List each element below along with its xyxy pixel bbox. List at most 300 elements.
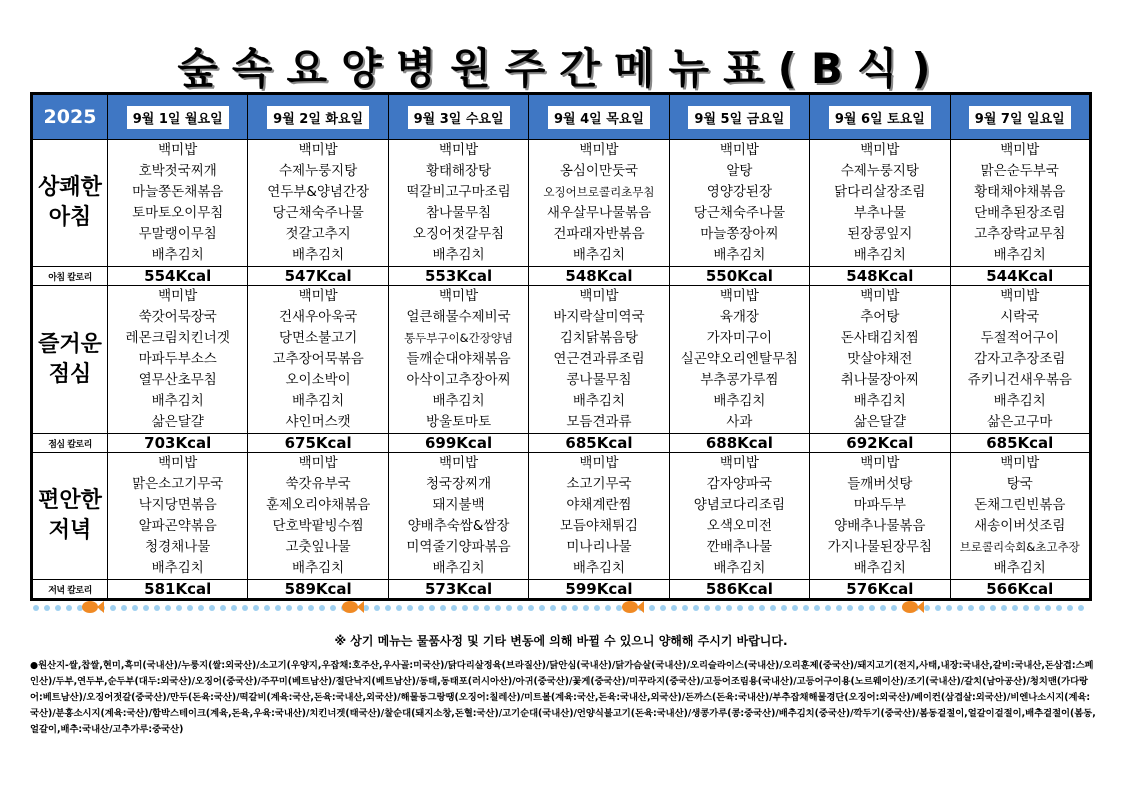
dish-item: 오색오미전: [706, 518, 772, 534]
bubble-icon: [132, 605, 138, 611]
dish-item: 배추김치: [151, 393, 204, 409]
day-meal-cell: [810, 140, 950, 267]
bubble-icon: [770, 605, 776, 611]
dish-item: 모듬야채튀김: [559, 518, 639, 534]
dish-item: 배추김치: [292, 393, 345, 409]
bubble-icon: [858, 605, 864, 611]
dish-item: 육개장: [719, 309, 759, 325]
dish-item: 배추김치: [572, 560, 626, 576]
dish-item: 고춧잎나물: [285, 539, 351, 555]
bubble-icon: [209, 605, 215, 611]
calorie-row: [32, 580, 1091, 600]
calorie-value: 688Kcal: [669, 434, 809, 453]
dish-item: 백미밥: [298, 455, 338, 471]
dish-item: 돼지불백: [432, 497, 485, 513]
dish-item: 배추김치: [853, 247, 906, 263]
dish-item: 청경채나물: [145, 539, 211, 555]
dish-item: 취나물장아찌: [840, 372, 919, 388]
dish-item: 백미밥: [579, 455, 619, 471]
calorie-value: 692Kcal: [810, 434, 950, 453]
bubble-icon: [869, 605, 875, 611]
bubble-icon: [275, 605, 281, 611]
bubble-icon: [682, 605, 688, 611]
dish-item: 배추김치: [713, 560, 766, 576]
dish-item: 연근견과류조림: [553, 351, 645, 367]
day-meal-cell: [810, 453, 950, 580]
dish-item: 백미밥: [579, 288, 619, 304]
bubble-icon: [836, 605, 842, 611]
dish-item: 백미밥: [438, 288, 479, 304]
dish-item: 젓갈고추지: [285, 226, 351, 242]
bubble-icon: [737, 605, 743, 611]
bubble-icon: [1067, 605, 1073, 611]
bubble-icon: [374, 605, 380, 611]
day-header: [108, 94, 248, 140]
fish-icon: [902, 601, 924, 613]
dish-item: 마늘쫑장아찌: [700, 226, 779, 242]
header-row: [32, 94, 1091, 140]
dish-item: 배추김치: [853, 393, 906, 409]
day-meal-cell: [248, 453, 388, 580]
calorie-value: 589Kcal: [248, 580, 388, 600]
bubble-icon: [242, 605, 248, 611]
dish-item: 황태채야채볶음: [974, 184, 1066, 200]
day-meal-cell: [388, 286, 528, 434]
calorie-value: 566Kcal: [950, 580, 1090, 600]
dish-item: 백미밥: [298, 142, 338, 158]
bubble-icon: [968, 605, 974, 611]
bubble-icon: [429, 605, 435, 611]
day-header-label: 9월 7일 일요일: [969, 106, 1071, 129]
day-meal-cell: [529, 453, 669, 580]
dish-item: 백미밥: [719, 455, 759, 471]
dish-item: 배추김치: [993, 560, 1046, 576]
dish-item: 마늘쫑돈채볶음: [132, 184, 224, 200]
dish-item: 오징어브로콜리초무침: [543, 185, 655, 199]
calorie-value: 548Kcal: [529, 267, 669, 286]
dish-item: 열무산초무침: [138, 372, 217, 388]
dish-item: 새송이버섯조림: [974, 518, 1066, 534]
dish-item: 쥬키니건새우볶음: [967, 372, 1072, 388]
dish-item: 맛살야채전: [847, 351, 913, 367]
calorie-value: 553Kcal: [388, 267, 528, 286]
bubble-icon: [1034, 605, 1040, 611]
dish-item: 가지나물된장무침: [827, 539, 932, 555]
day-header: [810, 94, 950, 140]
bubble-icon: [1078, 605, 1084, 611]
dish-item: 백미밥: [438, 455, 479, 471]
dish-item: 배추김치: [292, 247, 345, 263]
bubble-icon: [605, 605, 611, 611]
dish-item: 백미밥: [158, 288, 198, 304]
bubble-icon: [77, 605, 83, 611]
bubble-icon: [924, 605, 930, 611]
bubble-icon: [550, 605, 556, 611]
bubble-icon: [517, 605, 523, 611]
dish-item: 배추김치: [853, 560, 906, 576]
day-meal-cell: [248, 140, 388, 267]
dish-item: 통두부구이&간장양념: [404, 331, 514, 345]
bubble-icon: [66, 605, 72, 611]
meal-label: 즐거운 점심: [32, 286, 108, 434]
bubble-icon: [253, 605, 259, 611]
bubble-icon: [1023, 605, 1029, 611]
bubble-icon: [572, 605, 578, 611]
day-header: [388, 94, 528, 140]
dish-item: 영양강된장: [706, 184, 772, 200]
calorie-label: 점심 칼로리: [32, 434, 108, 453]
bubble-icon: [198, 605, 204, 611]
meal-row: [32, 140, 1091, 267]
dish-item: 호박젓국찌개: [138, 163, 217, 179]
calorie-value: 547Kcal: [248, 267, 388, 286]
calorie-row: [32, 267, 1091, 286]
dish-item: 백미밥: [719, 288, 759, 304]
change-notice: ※ 상기 메뉴는 물품사정 및 기타 변동에 의해 바뀔 수 있으니 양해해 주시기 바랍니다.: [334, 634, 788, 648]
day-meal-cell: [669, 453, 809, 580]
calorie-value: 685Kcal: [950, 434, 1090, 453]
bubble-icon: [979, 605, 985, 611]
calorie-value: 685Kcal: [529, 434, 669, 453]
bubble-icon: [671, 605, 677, 611]
day-meal-cell: [108, 286, 248, 434]
bubble-icon: [891, 605, 897, 611]
bubble-icon: [594, 605, 600, 611]
calorie-value: 554Kcal: [108, 267, 248, 286]
dish-item: 브로콜리숙회&초고추장: [959, 540, 1080, 554]
dish-item: 배추김치: [432, 393, 485, 409]
dish-item: 모듬견과류: [566, 414, 632, 430]
bubble-icon: [957, 605, 963, 611]
dish-item: 김치닭볶음탕: [559, 330, 639, 346]
dish-item: 수제누룽지탕: [840, 163, 919, 179]
bubble-icon: [154, 605, 160, 611]
bubble-icon: [451, 605, 457, 611]
day-header: [529, 94, 669, 140]
dish-item: 깐배추나물: [706, 539, 772, 555]
dish-item: 얼큰해물수제비국: [406, 309, 511, 325]
dish-item: 사과: [726, 414, 753, 430]
dish-item: 돈사태김치찜: [840, 330, 919, 346]
dish-item: 배추김치: [151, 247, 204, 263]
day-meal-cell: [950, 140, 1090, 267]
meal-row: [32, 286, 1091, 434]
bubble-icon: [649, 605, 655, 611]
dish-item: 배추김치: [432, 247, 485, 263]
calorie-value: 675Kcal: [248, 434, 388, 453]
meal-rows: [32, 140, 1091, 600]
dish-item: 야채계란찜: [566, 497, 632, 513]
dish-item: 고추장락교무침: [974, 226, 1066, 242]
day-meal-cell: [950, 453, 1090, 580]
dish-item: 배추김치: [993, 393, 1046, 409]
bubble-icon: [814, 605, 820, 611]
day-header: [248, 94, 388, 140]
calorie-value: 699Kcal: [388, 434, 528, 453]
bubble-icon: [143, 605, 149, 611]
dish-item: 가자미구이: [706, 330, 772, 346]
dish-item: 닭다리살장조림: [834, 184, 926, 200]
day-meal-cell: [108, 453, 248, 580]
bubble-icon: [286, 605, 292, 611]
page-title: 숲속요양병원주간메뉴표(B식): [177, 44, 945, 93]
day-meal-cell: [669, 140, 809, 267]
day-meal-cell: [529, 286, 669, 434]
fish-icon: [342, 601, 364, 613]
bubble-icon: [330, 605, 336, 611]
bubble-icon: [759, 605, 765, 611]
day-header-label: 9월 1일 월요일: [127, 106, 229, 129]
calorie-value: 586Kcal: [669, 580, 809, 600]
dish-item: 맑은소고기무국: [132, 476, 224, 492]
dish-item: 아삭이고추장아찌: [406, 372, 511, 388]
dish-item: 배추김치: [993, 247, 1046, 263]
bubble-icon: [935, 605, 941, 611]
dish-item: 탕국: [1006, 476, 1033, 492]
day-meal-cell: [388, 140, 528, 267]
bubble-icon: [440, 605, 446, 611]
bubble-icon: [187, 605, 193, 611]
day-meal-cell: [248, 286, 388, 434]
bubble-icon: [726, 605, 732, 611]
bubble-icon: [704, 605, 710, 611]
dish-item: 백미밥: [860, 288, 900, 304]
day-header-label: 9월 2일 화요일: [267, 106, 369, 129]
dish-item: 양념코다리조림: [693, 497, 786, 513]
bubble-icon: [946, 605, 952, 611]
dish-item: 쑥갓어묵장국: [138, 309, 217, 325]
bubble-icon: [528, 605, 534, 611]
bubble-icon: [781, 605, 787, 611]
bubble-icon: [407, 605, 413, 611]
dish-item: 삶은달걀: [151, 414, 204, 430]
bubble-icon: [176, 605, 182, 611]
dish-item: 낙지당면볶음: [138, 497, 217, 513]
dish-item: 알탕: [726, 163, 753, 179]
bubble-icon: [473, 605, 479, 611]
dish-item: 백미밥: [1000, 142, 1040, 158]
meal-label: 편안한 저녁: [32, 453, 108, 580]
bubble-icon: [297, 605, 303, 611]
day-meal-cell: [108, 140, 248, 267]
bubble-icon: [583, 605, 589, 611]
dish-item: 새우살무나물볶음: [546, 205, 652, 221]
dish-item: 미역줄기양파볶음: [406, 539, 511, 555]
dish-item: 쑥갓유부국: [285, 476, 351, 492]
bubble-icon: [418, 605, 424, 611]
calorie-value: 599Kcal: [529, 580, 669, 600]
bubble-icon: [33, 605, 39, 611]
origin-info: ●원산지-쌀,찹쌀,현미,흑미(국내산)/누룽지(쌀:외국산)/소고기(우양지,우잡채:호주산,우사골:미국산)/닭다리살정육(브라질산)/닭안심(국내산)/닭가슴살(국내산)/오리슬라이스(국내산)/오리훈제(중국산)/돼지고기(전지,사태,내장:국내산,갈비:국내산,돈삼겹:스페인산)/두부,연두부,순두부(대두:외국산)/오징어(중국산)/주꾸미(베트남산)/절단낙지(베트남산)/동태,동태포(러시아산)/아귀(중국산)/꽃게(중국산)/미꾸라지(중국산)/고등어조림용(국내산)/고등어구이용(노르웨이산)/조기(국내산)/갈치(남아공산)/청치맨(가다랑어:베트남산)/오징어젓갈(중국산)/만두(돈육:국산)/떡갈비(계육:국산,돈육:국내산,외국산)/해물동그랑땡(오징어:칠레산)/미트볼(계육:국산,돈육:국내산,외국산)/돈까스(돈육:국내산)/부추잡채해물경단(오징어:외국산)/베이컨(삼겹살:외국산)/비엔나소시지(계육:국산)/분홍소시지(계육:국산)/함박스테이크(계육,돈육,우육:국내산)/치킨너겟(태국산)/찰순대(돼지소창,돈혈:국산)/고기순대(국내산)/언양식불고기(돈육:국내산)/생콩가루(콩:중국산)/배추김치(중국산)/깍두기(중국산)/봄동겉절이,얼갈이겉절이,배추겉절이(봄동,얼갈이,배추:국내산/고추가루:중국산): [30, 660, 1096, 735]
dish-item: 옹심이만둣국: [559, 163, 639, 179]
dish-item: 추어탕: [860, 309, 900, 325]
dish-item: 배추김치: [572, 247, 626, 263]
bubble-icon: [792, 605, 798, 611]
dish-item: 배추김치: [432, 560, 485, 576]
day-header-label: 9월 5일 금요일: [688, 106, 790, 129]
dish-item: 배추김치: [713, 247, 766, 263]
dish-item: 당근채숙주나물: [693, 205, 786, 221]
dish-item: 훈제오리야채볶음: [265, 497, 371, 513]
weekly-menu-table: [30, 92, 1092, 601]
bubble-icon: [1056, 605, 1062, 611]
dish-item: 부추나물: [853, 205, 906, 221]
day-meal-cell: [950, 286, 1090, 434]
dish-item: 토마토오이무침: [132, 205, 224, 221]
year-cell: 2025: [32, 94, 108, 140]
dish-item: 들깨순대야채볶음: [406, 351, 511, 367]
calorie-value: 573Kcal: [388, 580, 528, 600]
dish-item: 오이소박이: [285, 372, 351, 388]
calorie-value: 576Kcal: [810, 580, 950, 600]
bubble-icon: [506, 605, 512, 611]
bubble-icon: [110, 605, 116, 611]
dish-item: 배추김치: [292, 560, 345, 576]
bubble-icon: [396, 605, 402, 611]
dish-item: 무말랭이무침: [138, 226, 217, 242]
bubble-icon: [495, 605, 501, 611]
bubble-icon: [561, 605, 567, 611]
calorie-value: 550Kcal: [669, 267, 809, 286]
meal-row: [32, 453, 1091, 580]
dish-item: 소고기무국: [566, 476, 632, 492]
bubble-icon: [55, 605, 61, 611]
bubble-icon: [484, 605, 490, 611]
bubble-icon: [880, 605, 886, 611]
bubble-icon: [1001, 605, 1007, 611]
dish-item: 백미밥: [579, 142, 619, 158]
dish-item: 미나리나물: [566, 539, 632, 555]
dish-item: 삶은고구마: [987, 414, 1053, 430]
dish-item: 단배추된장조림: [974, 205, 1066, 221]
dish-item: 배추김치: [151, 560, 204, 576]
bubble-icon: [715, 605, 721, 611]
dish-item: 방울토마토: [425, 414, 492, 430]
dish-item: 된장콩잎지: [847, 226, 913, 242]
dish-item: 백미밥: [1000, 288, 1040, 304]
dish-item: 단호박팥빙수찜: [272, 518, 364, 534]
bubble-icon: [1012, 605, 1018, 611]
bubble-icon: [308, 605, 314, 611]
day-header-label: 9월 6일 토요일: [829, 106, 931, 129]
dish-item: 부추콩가루찜: [700, 372, 779, 388]
day-header-label: 9월 4일 목요일: [548, 106, 650, 129]
dish-item: 알파곤약볶음: [138, 518, 217, 534]
fish-icon: [82, 601, 104, 613]
bubble-icon: [165, 605, 171, 611]
bubble-icon: [44, 605, 50, 611]
day-header: [950, 94, 1090, 140]
dish-item: 맑은순두부국: [980, 163, 1059, 179]
dish-item: 배추김치: [713, 393, 766, 409]
dish-item: 바지락살미역국: [553, 309, 645, 325]
dish-item: 당근채숙주나물: [272, 205, 364, 221]
dish-item: 참나물무침: [425, 205, 492, 221]
dish-item: 건새우아욱국: [279, 309, 358, 325]
day-meal-cell: [810, 286, 950, 434]
calorie-row: [32, 434, 1091, 453]
bubble-icon: [121, 605, 127, 611]
dish-item: 백미밥: [158, 142, 198, 158]
dish-item: 삶은달걀: [853, 414, 906, 430]
dish-item: 오징어젓갈무침: [412, 226, 505, 242]
dish-item: 백미밥: [860, 455, 900, 471]
bubble-icon: [1045, 605, 1051, 611]
dish-item: 콩나물무침: [566, 372, 632, 388]
dish-item: 건파래자반볶음: [553, 226, 645, 242]
calorie-label: 저녁 칼로리: [32, 580, 108, 600]
day-meal-cell: [669, 286, 809, 434]
dish-item: 레몬크림치킨너겟: [125, 330, 230, 346]
bubble-icon: [616, 605, 622, 611]
dish-item: 시락국: [1000, 309, 1040, 325]
bubble-icon: [231, 605, 237, 611]
calorie-value: 548Kcal: [810, 267, 950, 286]
dish-item: 청국장찌개: [425, 476, 492, 492]
calorie-label: 아침 칼로리: [32, 267, 108, 286]
dish-item: 양배추숙쌈&쌈장: [407, 518, 510, 534]
bubble-icon: [748, 605, 754, 611]
dish-item: 양배추나물볶음: [834, 518, 926, 534]
bubble-icon: [385, 605, 391, 611]
day-meal-cell: [388, 453, 528, 580]
dish-item: 고추장어묵볶음: [272, 351, 364, 367]
bubble-icon: [264, 605, 270, 611]
meal-label: 상쾌한 아침: [32, 140, 108, 267]
fish-icon: [622, 601, 644, 613]
dish-item: 연두부&양념간장: [267, 184, 370, 200]
bubble-icon: [319, 605, 325, 611]
dish-item: 당면소불고기: [279, 330, 358, 346]
day-meal-cell: [529, 140, 669, 267]
dish-item: 백미밥: [860, 142, 900, 158]
dish-item: 백미밥: [298, 288, 338, 304]
bubble-icon: [803, 605, 809, 611]
dish-item: 돈채그린빈볶음: [974, 497, 1066, 513]
dish-item: 들깨버섯탕: [847, 476, 913, 492]
dish-item: 마파두부: [853, 497, 906, 513]
bubble-icon: [539, 605, 545, 611]
calorie-value: 581Kcal: [108, 580, 248, 600]
dish-item: 백미밥: [438, 142, 479, 158]
dish-item: 배추김치: [572, 393, 626, 409]
day-header-label: 9월 3일 수요일: [408, 106, 510, 129]
bubble-icon: [990, 605, 996, 611]
bubble-icon: [462, 605, 468, 611]
dish-item: 실곤약오리엔탈무침: [680, 351, 799, 367]
bubble-divider: [30, 598, 1094, 616]
dish-item: 황태해장탕: [425, 163, 492, 179]
bubble-icon: [847, 605, 853, 611]
bubble-icon: [220, 605, 226, 611]
bubble-icon: [693, 605, 699, 611]
dish-item: 샤인머스캣: [285, 414, 351, 430]
dish-item: 감자양파국: [706, 476, 772, 492]
dish-item: 감자고추장조림: [974, 351, 1066, 367]
day-header: [669, 94, 809, 140]
dish-item: 백미밥: [1000, 455, 1040, 471]
dish-item: 두절적어구이: [980, 330, 1059, 346]
bubble-icon: [825, 605, 831, 611]
calorie-value: 544Kcal: [950, 267, 1090, 286]
dish-item: 수제누룽지탕: [279, 163, 358, 179]
calorie-value: 703Kcal: [108, 434, 248, 453]
dish-item: 마파두부소스: [138, 351, 217, 367]
dish-item: 백미밥: [719, 142, 759, 158]
dish-item: 떡갈비고구마조림: [406, 184, 511, 200]
bubble-icon: [660, 605, 666, 611]
dish-item: 백미밥: [158, 455, 198, 471]
